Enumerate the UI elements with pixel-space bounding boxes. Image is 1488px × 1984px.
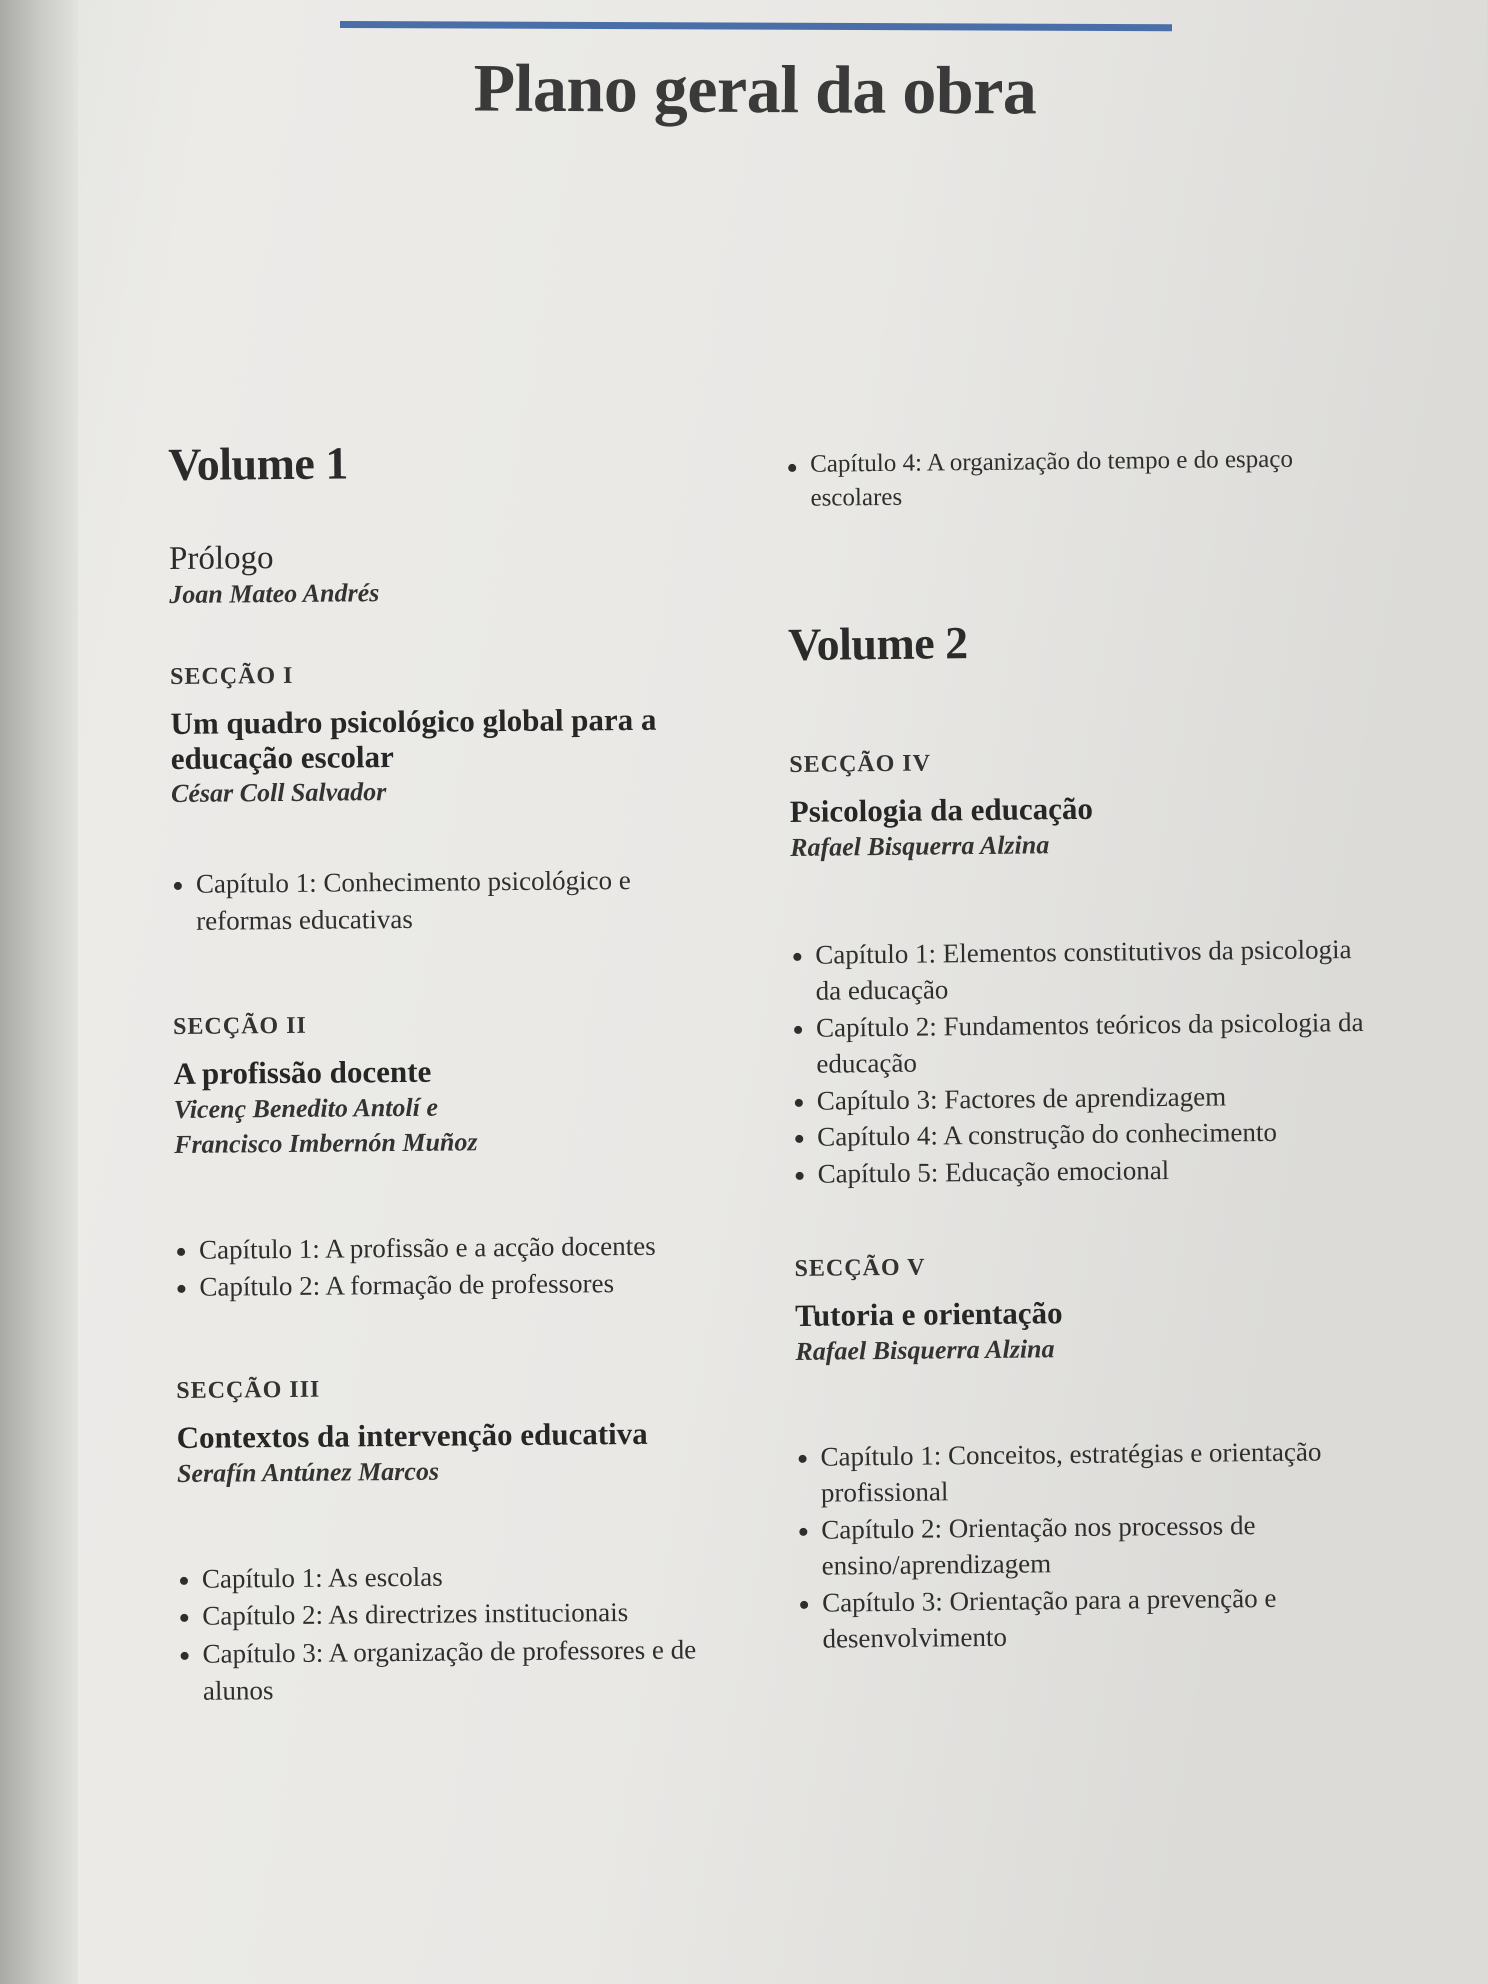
section-1-label: SECÇÃO I bbox=[169, 662, 294, 690]
section-2-label: SECÇÃO II bbox=[173, 1012, 307, 1040]
chapter-item: Capítulo 2: Fundamentos teóricos da psicologia da educação bbox=[792, 1004, 1373, 1083]
section-4-chapter-list bbox=[791, 931, 1374, 1192]
prologue-title: Prólogo bbox=[168, 539, 274, 577]
chapter-item: Capítulo 2: As directrizes institucionais bbox=[178, 1593, 768, 1635]
section-3-label: SECÇÃO III bbox=[176, 1377, 321, 1405]
section-4-title: Psicologia da educação bbox=[789, 790, 1094, 830]
chapter-item: Capítulo 3: Factores de aprendizagem bbox=[793, 1077, 1373, 1120]
volume-1-heading: Volume 1 bbox=[167, 437, 349, 490]
section-2-author: Vicenç Benedito Antolí e bbox=[173, 1092, 439, 1124]
left-column bbox=[168, 435, 779, 1710]
section-2-author: Francisco Imbernón Muñoz bbox=[174, 1127, 478, 1159]
chapter-item: Capítulo 1: As escolas bbox=[178, 1556, 768, 1598]
section-4-label: SECÇÃO IV bbox=[789, 750, 932, 779]
page-spine-shadow bbox=[0, 0, 78, 1984]
section-1-chapter-list bbox=[172, 861, 733, 940]
prologue-author: Joan Mateo Andrés bbox=[169, 578, 380, 609]
section-2-title: A profissão docente bbox=[173, 1053, 432, 1091]
chapter-item: Capítulo 1: Conhecimento psicológico e reformas educativas bbox=[172, 861, 733, 940]
section-3-title: Contextos da intervenção educativa bbox=[176, 1416, 648, 1456]
section-1-title: Um quadro psicológico global para a educação escolar bbox=[170, 701, 657, 776]
section-2-chapter-list bbox=[175, 1227, 776, 1307]
chapter-item: Capítulo 2: Orientação nos processos de ensino/aprendizagem bbox=[797, 1506, 1378, 1585]
section-3-chapter-list bbox=[178, 1556, 769, 1710]
section-5-label: SECÇÃO V bbox=[794, 1254, 926, 1282]
volume-2-heading: Volume 2 bbox=[787, 616, 968, 670]
section-5-chapter-list bbox=[796, 1433, 1378, 1658]
right-column bbox=[786, 442, 1409, 1658]
section-3-author: Serafín Antúnez Marcos bbox=[176, 1456, 440, 1489]
page-title: Plano geral da obra bbox=[473, 49, 1037, 129]
chapter-item: Capítulo 4: A construção do conhecimento bbox=[793, 1113, 1373, 1156]
chapter-item: Capítulo 5: Educação emocional bbox=[793, 1149, 1373, 1192]
section-4-author: Rafael Bisquerra Alzina bbox=[790, 830, 1050, 862]
chapter-item: Capítulo 1: Elementos constitutivos da psicologia da educação bbox=[791, 931, 1372, 1010]
chapter-item: Capítulo 2: A formação de professores bbox=[175, 1264, 775, 1306]
chapter-item: Capítulo 3: A organização de professores e de alunos bbox=[178, 1631, 769, 1711]
section-5-title: Tutoria e orientação bbox=[794, 1295, 1063, 1333]
chapter-item: Capítulo 1: A profissão e a acção docentes bbox=[175, 1227, 775, 1269]
top-blue-rule bbox=[340, 21, 1172, 31]
section-1-author: César Coll Salvador bbox=[170, 777, 387, 809]
section-5-author: Rafael Bisquerra Alzina bbox=[795, 1333, 1055, 1366]
section-3-continued-chapter-list bbox=[786, 442, 1347, 515]
chapter-item: Capítulo 1: Conceitos, estratégias e orientação profissional bbox=[796, 1433, 1377, 1512]
chapter-item: Capítulo 3: Orientação para a prevenção e desenvolvimento bbox=[798, 1578, 1379, 1657]
chapter-item: Capítulo 4: A organização do tempo e do espaço escolares bbox=[786, 442, 1347, 515]
